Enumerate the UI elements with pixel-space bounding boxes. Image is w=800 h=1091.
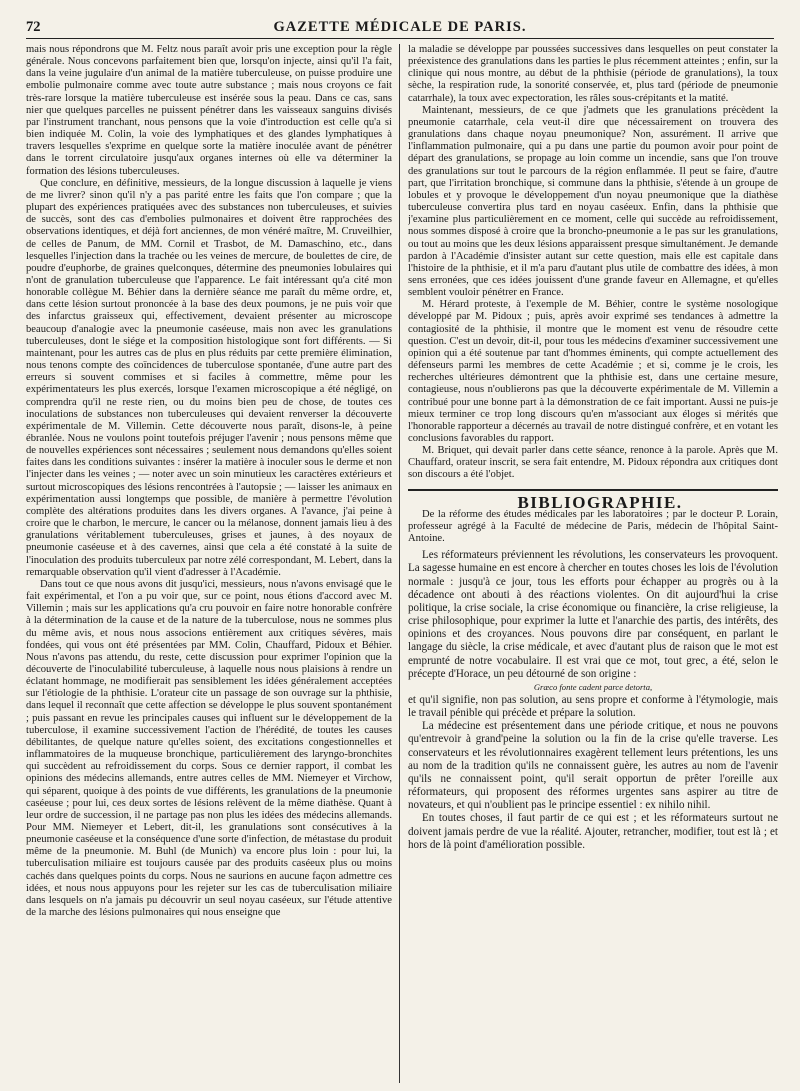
section-rule xyxy=(408,489,778,491)
left-paragraph-3: Dans tout ce que nous avons dit jusqu'ici, messieurs, nous n'avons envisagé que le fait expérimental, et l'on a pu voir que, sur ce point, nous étions d'accord avec M. Villemin ; mais sur les applications qu'a cru pouvoir en faire notre honorable confrère à la détermination de la cause et de la nature de la tuberculose, nous ne sommes plus du même avis, et nous nous associons entièrement aux critiques sévères, mais fondées, qui vous ont été présentées par MM. Colin, Chauffard, Pidoux et Béhier. Nous n'avons pas attendu, du reste, cette discussion pour exprimer l'opinion que la découverte de l'inoculabilité tuberculeuse, à laquelle nous nous plaisions à rendre un éclatant hommage, ne modifierait pas sensiblement les idées généralement acceptées sur l'étiologie de la phthisie. L'orateur cite un passage de son ouvrage sur la phthisie, dans lequel il reconnaît que cette affection se développe le plus souvent spontanément ; puis passant en revue les principales causes qui influent sur le développement de la tuberculose, il examine successivement l'action de l'hérédité, de toutes les causes débilitantes, de quelque nature qu'elles soient, des excitations congestionnelles et inflammatoires de la muqueuse bronchique, particulièrement des laryngo-bronchites qui succèdent au refroidissement du corps. Sous ce dernier rapport, il combat les opinions des médecins allemands, entre autres celles de MM. Niemeyer et Virchow, qui séparent, quoique à des points de vue différents, les granulations de la pneumonie caséeuse ; pour lui, ces deux sortes de lésions relèvent de la même diathèse. Quant à leur ordre de succession, il ne partage pas non plus les idées des médecins allemands. Pour MM. Niemeyer et Lebert, dit-il, les granulations sont consécutives à la pneumonie caséeuse et la conséquence d'une sorte d'infection, de métastase du produit même de la pneumonie. M. Buhl (de Munich) va encore plus loin : pour lui, la tuberculisation miliaire est toujours causée par des produits caséeux plus ou moins cachés dans quelques points du corps. Nous ne saurions en aucune façon admettre ces idées, et nous nous appuyons pour les rejeter sur les cas de tuberculisation miliaire dans lesquels on n'a jamais pu découvrir un seul noyau caséeux, sur l'étude attentive de la marche des lésions pulmonaires qui nous enseigne que xyxy=(26,578,392,919)
right-paragraph-1: la maladie se développe par poussées successives dans lesquelles on peut constater la préexistence des granulations dans les parties le plus récemment atteintes ; enfin, sur la clinique qui nous montre, au début de la phthisie (période de granulations), la toux sèche, la respiration rude, la sonorité conservée, et, plus tard (période de pneumonie catarrhale), la toux avec expectoration, les râles sous-crépitants et la matité. xyxy=(408,44,778,104)
bibliography-section xyxy=(408,492,778,852)
right-paragraph-4: M. Briquet, qui devait parler dans cette séance, renonce à la parole. Après que M. Chauffard, orateur inscrit, se sera fait entendre, M. Pidoux répondra aux critiques dont son discours a été l'objet. xyxy=(408,445,778,481)
latin-quote: Græco fonte cadent parce detorta, xyxy=(533,681,653,692)
bibliography-reference: De la réforme des études médicales par les laboratoires ; par le docteur P. Lorain, professeur agrégé à la Faculté de médecine de Paris, médecin de l'hôpital Saint-Antoine. xyxy=(408,508,778,545)
bibliography-paragraph-2: et qu'il signifie, non pas solution, au sens propre et conforme à l'étymologie, mais le travail pénible qui précède et prépare la solution. xyxy=(408,693,778,720)
journal-title: GAZETTE MÉDICALE DE PARIS. xyxy=(273,19,527,35)
right-paragraph-3: M. Hérard proteste, à l'exemple de M. Béhier, contre le système nosologique développé par M. Pidoux ; puis, après avoir exprimé ses tendances à admettre la contagiosité de la phthisie, il montre que le moment est venu de résoudre cette question. C'est un devoir, dit-il, pour tous les médecins d'examiner successivement une opinion qui a été soutenue par tant d'hommes éminents, qui compte actuellement des défenseurs parmi les membres de cette Académie ; et si, comme je le crois, les recherches ultérieures démontrent que la phthisie est, dans une certaine mesure, contagieuse, nous n'oublierons pas que la découverte expérimentale de M. Villemin a contribué pour une bonne part à la démonstration de ce fait important. Aussi ne puis-je mieux terminer ce trop long discours qu'en m'associant aux éloges si mérités que l'honorable rapporteur a décernés au travail de notre distingué confrère, et en votant les conclusions favorables du rapport. xyxy=(408,299,778,444)
left-paragraph-1: mais nous répondrons que M. Feltz nous paraît avoir pris une exception pour la règle générale. Nous concevons parfaitement bien que, lorsqu'on injecte, ainsi qu'il l'a fait, dans la veine jugulaire d'un animal de la matière tuberculeuse, on puisse produire une embolie pulmonaire comme avec toute autre substance ; mais nous croyons ce fait très-rare lorsque la matière tuberculeuse est insérée sous la peau. Dans ce cas, sans nier que quelques parcelles ne puissent pénétrer dans les vaisseaux sanguins divisés par l'instrument tranchant, nous pensons que la voie d'introduction est celle qu'a si bien indiquée M. Colin, la voie des lymphatiques et des glandes lymphatiques à travers lesquelles s'exprime en quelque sorte la matière inoculée avant de pénétrer dans le torrent circulatoire jusqu'aux organes internes où elle va déterminer la formation des lésions tuberculeuses. xyxy=(26,44,392,177)
column-divider xyxy=(399,44,400,1083)
bibliography-paragraph-1: Les réformateurs préviennent les révolutions, les conservateurs les provoquent. La sagesse humaine en est encore à chercher en toutes choses les lois de l'évolution normale : jusqu'à ce jour, tous les efforts pour échapper au progrès ou à la décadence ont abouti à des réactions violentes. On dit aujourd'hui la crise politique, la crise sociale, la crise économique ou financière, la crise religieuse, la crise philosophique, pour exprimer la lutte et l'anarchie des partis, des intérêts, des opinions et des croyances. Nous pouvons dire par conséquent, en parlant le langage du siècle, la crise médicale, et avec d'autant plus de raison que le mot est emprunté de notre vocabulaire. Il est vrai que ce mot, tout grec, a été, selon le précepte d'Horace, un peu détourné de son origine : xyxy=(408,549,778,680)
left-column xyxy=(26,44,392,1085)
right-paragraph-2: Maintenant, messieurs, de ce que j'admets que les granulations précèdent la pneumonie catarrhale, cela veut-il dire que nécessairement on trouvera des granulations dans chaque noyau pneumonique? Non, assurément. Il arrive que l'inflammation pulmonaire, qui a pu dans une partie du poumon avoir pour point de départ des granulations, se propage au loin comme un incendie, sans que l'on trouve des granulations sur tout le parcours de la région enflammée. Il peut se faire, d'autre part, que l'irritation bronchique, si commune dans la phthisie, s'étende à un groupe de lobules et y provoque le développement d'un noyau pneumonique que la diathèse tuberculeuse convertira plus tard en noyau caséeux. Enfin, dans la phthisie que j'examine plus particulièrement en ce moment, celle qui succède au refroidissement, nous sommes disposé à croire que la broncho-pneumonie a le pas sur les granulations, ou tout au moins que les deux lésions apparaissent presque simultanément. Je demande pardon à l'Académie d'insister autant sur cette question, mais elle est capitale dans l'histoire de la phthisie, et il m'a paru d'autant plus utile de combattre des idées, à mon sens erronées, que ces idées jouissent d'une grande faveur en Allemagne, et qu'elles semblent vouloir pénétrer en France. xyxy=(408,104,778,299)
bibliography-title: BIBLIOGRAPHIE. xyxy=(517,492,683,512)
page-header xyxy=(26,14,774,39)
bibliography-paragraph-4: En toutes choses, il faut partir de ce qui est ; et les réformateurs surtout ne doivent jamais perdre de vue la réalité. Ajouter, retrancher, modifier, tout est là ; et hors de là point d'amélioration possible. xyxy=(408,812,778,851)
bibliography-body xyxy=(408,549,778,852)
page-number: 72 xyxy=(26,19,41,35)
bibliography-paragraph-3: La médecine est présentement dans une période critique, et nous ne pouvons qu'entrevoir à grand'peine la solution ou la fin de la crise qu'elle traverse. Les conservateurs et les révolutionnaires exagèrent tellement leurs prétentions, les uns au nom de la tradition qu'ils ne connaissent guère, les autres au nom de l'avenir qu'ils ne connaissent point, qu'il serait opportun de prêter l'oreille aux réformateurs, qui proposent des réformes urgentes sans aspirer au titre de novateurs, et qui n'oublient pas le principe essentiel : ex nihilo nihil. xyxy=(408,720,778,812)
right-column xyxy=(408,44,778,1085)
left-paragraph-2: Que conclure, en définitive, messieurs, de la longue discussion à laquelle je viens de me livrer? sinon qu'il n'y a pas parité entre les faits que l'on compare ; que la plupart des expériences pratiquées avec des substances non tuberculeuses, et suivies de succès, sont des cas d'embolies pulmonaires et doivent être rapprochées des observations identiques, et déjà fort anciennes, de mon vénéré maître, M. Cruveilhier, de celles de Panum, de MM. Cornil et Trasbot, de M. Damaschino, etc., dans lesquelles l'injection dans la trachée ou les veines de mercure, de boulettes de cire, de poudre d'euphorbe, de graines quelconques, détermine des pneumonies lobulaires qui n'ont de granulation tuberculeuse que l'apparence. Le fait intéressant qu'a cité mon honorable collègue M. Béhier dans la dernière séance me paraît du même ordre, et, dans cette lésion surtout prononcée à la base des deux poumons, je ne puis voir que des infarctus graisseux qui, effectivement, devaient présenter au microscope beaucoup d'analogie avec la pneumonie caséeuse, mais non avec les granulations tuberculeuses, dont le siége et la composition histologique sont fort différents. — Si maintenant, pour les autres cas de plus en plus réduits par cette première élimination, nous tenons compte des coïncidences de tuberculose spontanée, d'une autre part des erreurs si souvent commises et si faciles à commettre, même pour les expérimentateurs les plus exercés, lorsque l'examen microscopique a été négligé, on comprendra qu'il ne reste rien, ou du moins bien peu de chose, de toutes ces inoculations de substances non tuberculeuses qui devaient renverser la découverte expérimentale de M. Villemin. Cette découverte nous paraît, disons-le, à peine ébranlée. Nous ne voulons point toutefois préjuger l'avenir ; nous pensons même que de nouvelles expériences sont nécessaires ; seulement nous demandons qu'elles soient faites dans les conditions suivantes : insérer la matière à inoculer sous le derme et non l'injecter dans les veines ; — noter avec un soin minutieux les caractères extérieurs et surtout microscopiques des lésions rencontrées à l'autopsie ; — laisser les animaux en expérimentation aussi longtemps que possible, de manière à permettre l'évolution complète des altérations produites dans les divers organes. A l'avance, j'ai peine à croire que le charbon, le mercure, le cancer ou la mélanose, donnent jamais lieu à des granulations véritablement tuberculeuses, grises et jaunes, à des noyaux de pneumonie caséeuse et à des cavernes, ainsi que cela a été constaté à la suite de l'inoculation des produits tuberculeux par notre zélé correspondant, M. Lebert, dans la remarquable observation qu'il vient d'adresser à l'Académie. xyxy=(26,177,392,578)
